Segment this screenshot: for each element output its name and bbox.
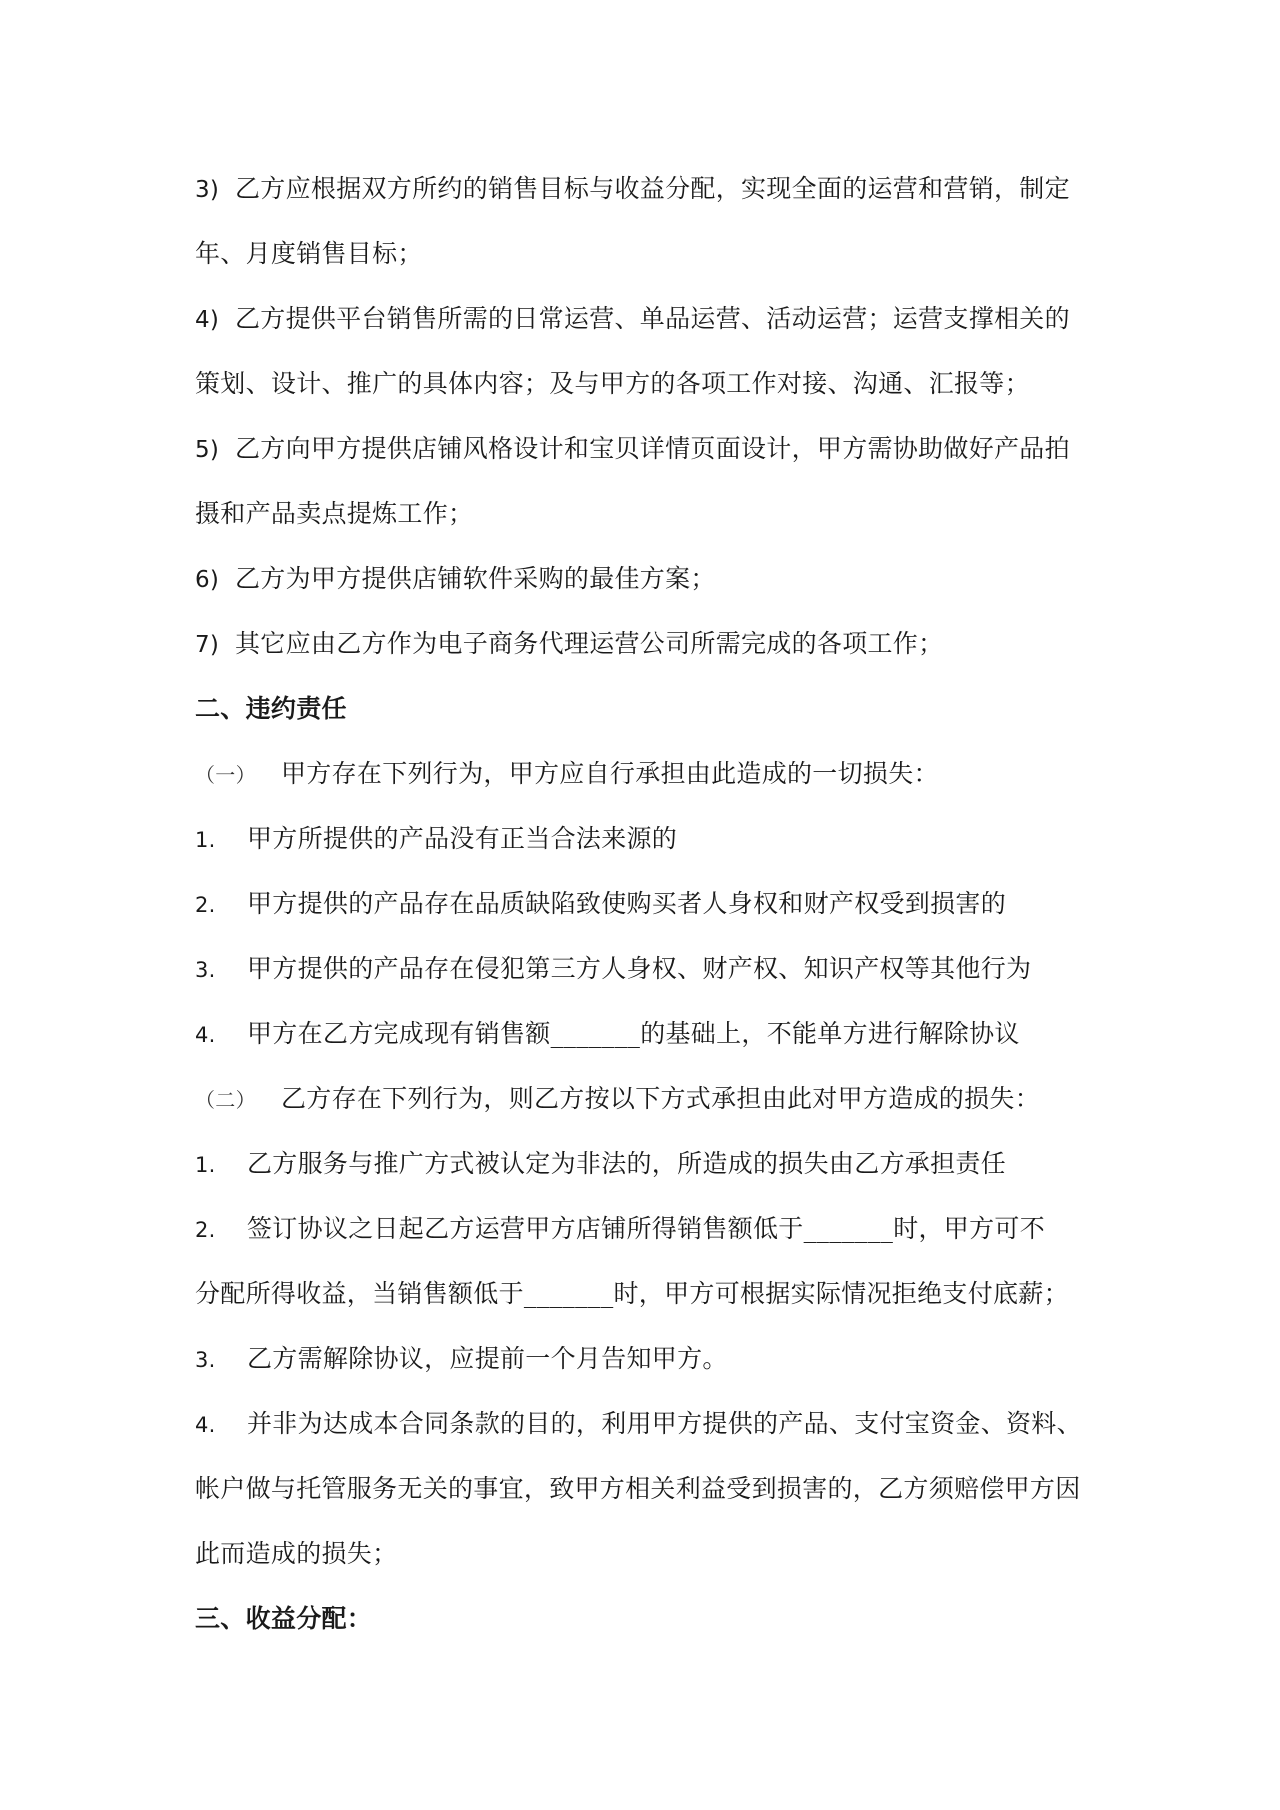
clause-text: 乙方为甲方提供店铺软件采购的最佳方案； (235, 564, 716, 593)
item-text: 分配所得收益，当销售额低于_______时，甲方可根据实际情况拒绝支付底薪； (195, 1279, 1069, 1308)
document-body (195, 172, 1095, 1635)
item-number: 1. (195, 1153, 216, 1177)
subsection-party-b (195, 1082, 1095, 1115)
breach-a-item-4 (195, 1017, 1095, 1050)
subsection-text: 乙方存在下列行为，则乙方按以下方式承担由此对甲方造成的损失： (281, 1084, 1041, 1113)
item-text: 甲方提供的产品存在侵犯第三方人身权、财产权、知识产权等其他行为 (247, 954, 1032, 983)
clause-5-continued (195, 497, 1095, 530)
clause-number: 7) (195, 632, 220, 658)
breach-b-item-4 (195, 1407, 1095, 1440)
breach-b-item-4-continued (195, 1472, 1095, 1505)
section-heading-breach: 二、违约责任 (195, 694, 347, 723)
subsection-party-a (195, 757, 1095, 790)
clause-text: 乙方提供平台销售所需的日常运营、单品运营、活动运营；运营支撑相关的 (235, 304, 1070, 333)
item-text: 并非为达成本合同条款的目的，利用甲方提供的产品、支付宝资金、资料、 (247, 1409, 1082, 1438)
breach-a-item-2 (195, 887, 1095, 920)
clause-6 (195, 562, 1095, 595)
breach-b-item-4-continued-2 (195, 1537, 1095, 1570)
item-text: 甲方在乙方完成现有销售额_______的基础上，不能单方进行解除协议 (247, 1019, 1020, 1048)
item-text: 乙方需解除协议，应提前一个月告知甲方。 (247, 1344, 728, 1373)
item-number: 4. (195, 1023, 216, 1047)
item-text: 签订协议之日起乙方运营甲方店铺所得销售额低于_______时，甲方可不 (247, 1214, 1046, 1243)
breach-a-item-1 (195, 822, 1095, 855)
item-number: 3. (195, 1348, 216, 1372)
breach-b-item-3 (195, 1342, 1095, 1375)
breach-b-item-2 (195, 1212, 1095, 1245)
subsection-number: （二） (195, 1088, 256, 1112)
clause-number: 4) (195, 307, 220, 333)
item-number: 4. (195, 1413, 216, 1437)
item-number: 2. (195, 893, 216, 917)
item-text: 帐户做与托管服务无关的事宜，致甲方相关利益受到损害的，乙方须赔偿甲方因 (195, 1474, 1081, 1503)
clause-text: 乙方应根据双方所约的销售目标与收益分配，实现全面的运营和营销，制定 (235, 174, 1070, 203)
item-number: 2. (195, 1218, 216, 1242)
item-text: 甲方所提供的产品没有正当合法来源的 (247, 824, 678, 853)
clause-number: 5) (195, 437, 220, 463)
item-text: 甲方提供的产品存在品质缺陷致使购买者人身权和财产权受到损害的 (247, 889, 1007, 918)
clause-text: 其它应由乙方作为电子商务代理运营公司所需完成的各项工作； (235, 629, 944, 658)
clause-text: 策划、设计、推广的具体内容；及与甲方的各项工作对接、沟通、汇报等； (195, 369, 1030, 398)
clause-4-continued (195, 367, 1095, 400)
clause-number: 3) (195, 177, 220, 203)
clause-3-continued (195, 237, 1095, 270)
item-text: 此而造成的损失； (195, 1539, 398, 1568)
item-number: 1. (195, 828, 216, 852)
clause-text: 乙方向甲方提供店铺风格设计和宝贝详情页面设计，甲方需协助做好产品拍 (235, 434, 1070, 463)
clause-text: 摄和产品卖点提炼工作； (195, 499, 474, 528)
clause-3 (195, 172, 1095, 205)
section-heading-revenue: 三、收益分配： (195, 1604, 373, 1633)
clause-text: 年、月度销售目标； (195, 239, 423, 268)
clause-5 (195, 432, 1095, 465)
breach-b-item-1 (195, 1147, 1095, 1180)
item-text: 乙方服务与推广方式被认定为非法的，所造成的损失由乙方承担责任 (247, 1149, 1007, 1178)
item-number: 3. (195, 958, 216, 982)
breach-a-item-3 (195, 952, 1095, 985)
clause-number: 6) (195, 567, 220, 593)
subsection-number: （一） (195, 763, 256, 787)
clause-4 (195, 302, 1095, 335)
subsection-text: 甲方存在下列行为，甲方应自行承担由此造成的一切损失： (281, 759, 939, 788)
clause-7 (195, 627, 1095, 660)
breach-b-item-2-continued (195, 1277, 1095, 1310)
